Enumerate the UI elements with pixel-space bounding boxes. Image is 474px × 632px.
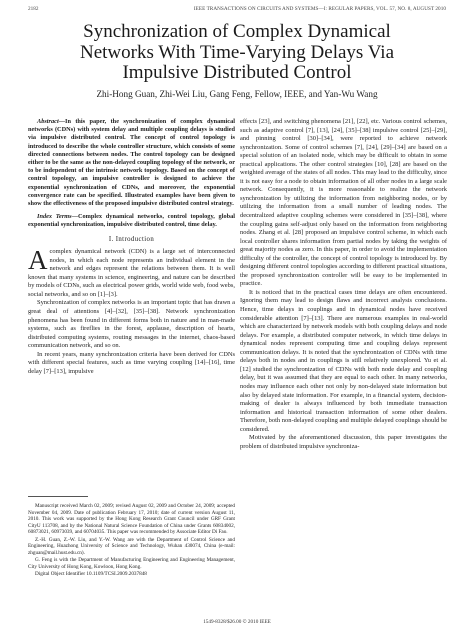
footnote-affiliation: G. Feng is with the Department of Manufacturing Engineering and Engineering Management, City University of Hong Kong, Kowloon, Hong Kong. xyxy=(28,557,235,570)
running-header xyxy=(28,6,446,16)
abstract-label: Abstract— xyxy=(37,118,65,125)
index-terms-text: Complex dynamical networks, control topology, global exponential synchronization, impulsive distributed control, time delay. xyxy=(28,213,235,229)
intro-paragraph xyxy=(28,245,235,299)
footnote-affiliation: Z.-H. Guan, Z.-W. Liu, and Y.-W. Wang are with the Department of Control Science and Engineering, Huazhong University of Science and Technology, Wuhan 430074, China (e-mail: zhguan@mail.hust.edu.cn). xyxy=(28,536,235,556)
index-terms-label: Index Terms— xyxy=(37,213,78,221)
footnote-manuscript: Manuscript received March 02, 2009; revised August 02, 2009 and October 24, 2009; accepted November 04, 2009. Date of publication February 17, 2010; date of current version August 11, 2010. This work was supported by the Hong Kong Research Grant Council under GRF Grant CityU 113708, and by the National Natural Science Foundation of China under Grants 60834002, 60873021, 60973039, and 60704035. This paper was recommended by Associate Editor Di Fao. xyxy=(28,503,235,535)
author-list: Zhi-Hong Guan, Zhi-Wei Liu, Gang Feng, Fellow, IEEE, and Yan-Wu Wang xyxy=(96,89,378,99)
body-paragraph: effects [23], and switching phenomena [21], [22], etc. Various control schemes, such as adaptive control [7], [13], [24], [35]–[38] impulsive control [25]–[29], and pinning control [30]–[34], were reported to achieve network synchronization. Some of control schemes [7], [24], [29]–[34] are based on a special solution of an isolated node, which may be difficult to obtain in some practical applications. The other control strategies [10], [28] are based on the weighted average of the states of all nodes. This may lead to the difficulty, since it is not easy for a node to obtain information of all other nodes in a large scale network. Consequently, it is more reasonable to realize the network synchronization by utilizing the information from neighboring nodes, or by utilizing the information from a small number of leading nodes. The decentralized adaptive coupling schemes were considered in [35]–[38], where the coupling gains self-adjust only based on the information from neighboring nodes. Zhang et al. [28] proposed an impulsive control scheme, in which each local controller shares information from partial nodes by taking the weights of great majority nodes as zero. In this paper, in order to avoid the implementation difficulty of the controller, the concept of control topology is introduced by. By designing different control topologies according to different practical situations, the proposed synchronization controller will be easy to be implemented in practice. xyxy=(240,118,447,288)
footnotes xyxy=(28,496,235,579)
body-paragraph: Motivated by the aforementioned discussion, this paper investigates the problem of distributed impulsive synchroniza- xyxy=(240,434,447,450)
body-paragraph: It is noticed that in the practical cases time delays are often encountered. Ignoring them may lead to design flaws and incorrect analysis conclusions. Hence, time delays in couplings and in dynamical nodes have received considerable attention [7]–[13]. There are numerous examples in real-world which are characterized by network models with both coupling delays and node delays. For example, a distributed computer network, in which time delays in dynamical nodes represent computing time and coupling delays represent communication delays. It is noted that the synchronization of CDNs with time delays both in nodes and in couplings is still relatively unexplored. Yu et al. [12] studied the synchronization of CDNs with both node delay and coupling delay, but it was assumed that they are equal to each other. In many networks, nodes may influence each other not only by non-delayed state information but also by delayed state information. For example, in a financial system, decision-making of dealer is always influenced by both immediate transaction information and historical transaction information of some other dealers. Therefore, both non-delayed coupling and multiple delayed couplings should be considered. xyxy=(240,288,447,433)
left-column xyxy=(28,118,235,376)
title-line: Synchronization of Complex Dynamical xyxy=(83,21,391,42)
title-line: Impulsive Distributed Control xyxy=(122,62,352,83)
right-column xyxy=(240,118,447,451)
copyright-footer: 1549-8328/$26.00 © 2010 IEEE xyxy=(203,619,271,625)
abstract xyxy=(28,118,235,208)
index-terms xyxy=(28,213,235,229)
intro-paragraph: Synchronization of complex networks is an important topic that has drawn a great deal of attentions [4]–[32], [35]–[38]. Network synchronization phenomena has been found in different forms both in nature and in man-made systems, such as fireflies in the forest, applause, description of hearts, distributed computing systems, routing messages in the internet, chaos-based communication network, and so on. xyxy=(28,299,235,350)
abstract-text: In this paper, the synchronization of complex dynamical networks (CDNs) with system delay and multiple coupling delays is studied via impulsive distributed control. The concept of control topology is introduced to describe the whole controller structure, which consists of some directed connections between nodes. The control topology can be designed either to be the same as the non-delayed coupling topology of the network, or to be independent of the intrinsic network topology. Based on the concept of control topology, an impulsive controller is designed to achieve the exponential synchronization of CDNs, and moreover, the exponential convergence rate can be specified. Illustrated examples have been given to show the effectiveness of the proposed impulsive distributed control strategy. xyxy=(28,118,235,208)
page-number: 2182 xyxy=(28,6,39,12)
journal-header: IEEE TRANSACTIONS ON CIRCUITS AND SYSTEMS—I: REGULAR PAPERS, VOL. 57, NO. 8, AUGUST 2010 xyxy=(193,6,446,12)
footnote-rule xyxy=(28,496,88,497)
paper-title xyxy=(28,22,446,84)
doi: Digital Object Identifier 10.1109/TCSI.2009.2037848 xyxy=(35,571,147,577)
intro-text: complex dynamical network (CDN) is a large set of interconnected nodes, in which each node represents an individual element in the network and edges represent the relations between them. It is well known that many systems in science, engineering, and nature can be described by models of CDNs, such as electrical power grids, world wide web, food webs, social networks, and so on [1]–[3]. xyxy=(28,248,235,298)
section-heading: I. Introduction xyxy=(108,235,155,243)
title-line: Networks With Time-Varying Delays Via xyxy=(79,41,395,63)
drop-cap: A xyxy=(28,245,48,276)
intro-paragraph: In recent years, many synchronization criteria have been derived for CDNs with different special features, such as time varying coupling [14]–[16], time delay [7]–[13], impulsive xyxy=(28,350,235,375)
